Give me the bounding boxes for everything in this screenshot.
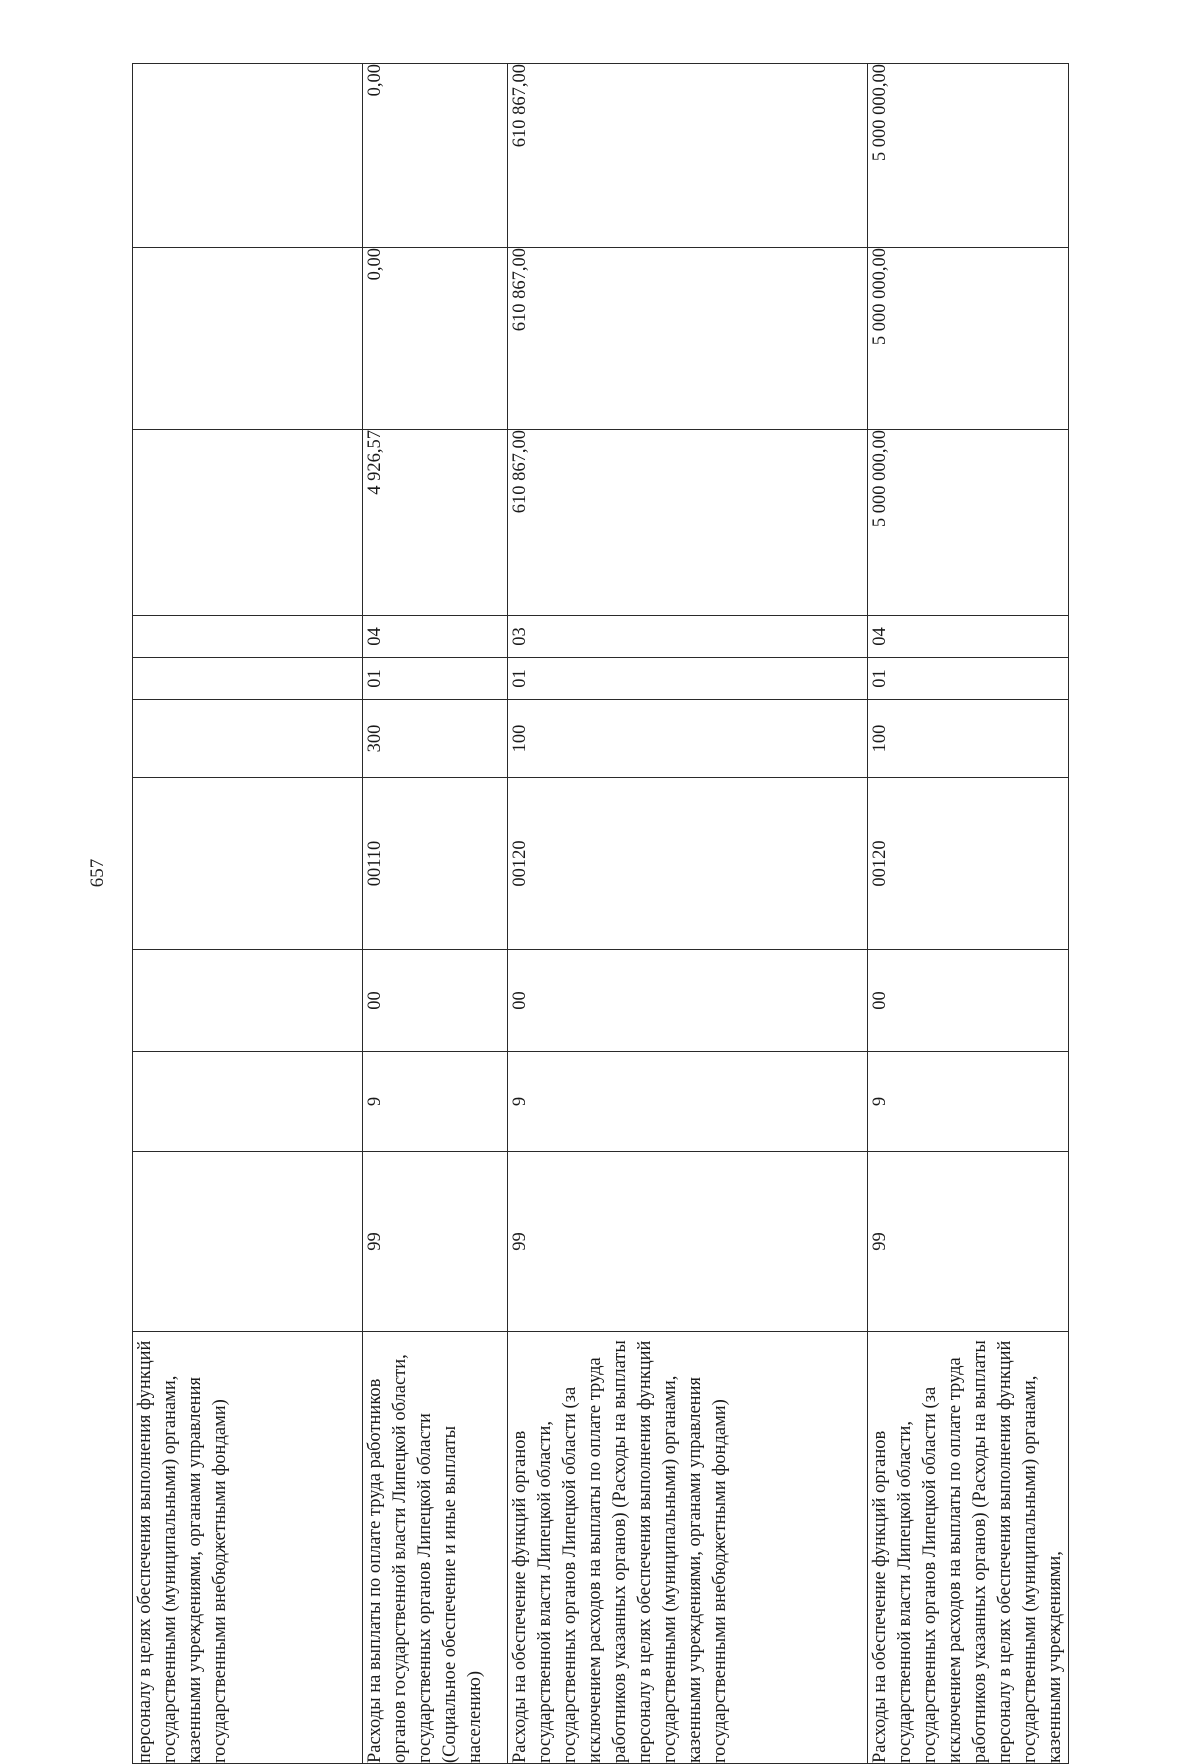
code-measure: 00	[868, 950, 1069, 1052]
amount-year-1: 4 926,57	[363, 430, 508, 616]
table-row	[868, 64, 1069, 1764]
amount-year-2: 5 000 000,00	[868, 248, 1069, 430]
code-subprogram: 9	[363, 1052, 508, 1152]
amount-year-2	[133, 248, 363, 430]
code-measure	[133, 950, 363, 1052]
code-subsection: 04	[868, 616, 1069, 658]
amount-year-3: 5 000 000,00	[868, 64, 1069, 248]
page-number: 657	[87, 858, 108, 888]
row-description: Расходы на выплаты по оплате труда работников органов государственной власти Липецкой области, государственных органов Липецкой области (Социальное обеспечение и иные выплаты населению)	[363, 1332, 508, 1764]
amount-year-3: 610 867,00	[508, 64, 868, 248]
amount-year-1	[133, 430, 363, 616]
table-row	[363, 64, 508, 1764]
code-subprogram: 9	[868, 1052, 1069, 1152]
code-direction: 00110	[363, 778, 508, 950]
amount-year-1: 5 000 000,00	[868, 430, 1069, 616]
code-measure: 00	[508, 950, 868, 1052]
budget-table	[132, 63, 1069, 1764]
row-description: персоналу в целях обеспечения выполнения функций государственными (муниципальными) органами, казенными учреждениями, органами управления государственными внебюджетными фондами)	[133, 1332, 363, 1764]
code-expense-type: 100	[868, 700, 1069, 778]
code-direction: 00120	[508, 778, 868, 950]
amount-year-3: 0,00	[363, 64, 508, 248]
code-expense-type: 300	[363, 700, 508, 778]
table-row	[133, 64, 363, 1764]
code-expense-type	[133, 700, 363, 778]
code-subprogram: 9	[508, 1052, 868, 1152]
code-subsection: 04	[363, 616, 508, 658]
code-subsection: 03	[508, 616, 868, 658]
amount-year-3	[133, 64, 363, 248]
amount-year-2: 610 867,00	[508, 248, 868, 430]
code-expense-type: 100	[508, 700, 868, 778]
code-subsection	[133, 616, 363, 658]
code-section: 01	[868, 658, 1069, 700]
code-section	[133, 658, 363, 700]
rotated-table-container	[132, 64, 1064, 1764]
amount-year-2: 0,00	[363, 248, 508, 430]
code-program: 99	[508, 1152, 868, 1332]
code-direction	[133, 778, 363, 950]
amount-year-1: 610 867,00	[508, 430, 868, 616]
table-row	[508, 64, 868, 1764]
row-description: Расходы на обеспечение функций органов государственной власти Липецкой области, государственных органов Липецкой области (за исключением расходов на выплаты по оплате труда работников указанных органов) (Расходы на выплаты персоналу в целях обеспечения выполнения функций государственными (муниципальными) органами, казенными учреждениями,	[868, 1332, 1069, 1764]
code-section: 01	[363, 658, 508, 700]
code-subprogram	[133, 1052, 363, 1152]
code-program: 99	[363, 1152, 508, 1332]
code-program	[133, 1152, 363, 1332]
code-section: 01	[508, 658, 868, 700]
code-direction: 00120	[868, 778, 1069, 950]
code-program: 99	[868, 1152, 1069, 1332]
code-measure: 00	[363, 950, 508, 1052]
row-description: Расходы на обеспечение функций органов государственной власти Липецкой области, государственных органов Липецкой области (за исключением расходов на выплаты по оплате труда работников указанных органов) (Расходы на выплаты персоналу в целях обеспечения выполнения функций государственными (муниципальными) органами, казенными учреждениями, органами управления государственными внебюджетными фондами)	[508, 1332, 868, 1764]
